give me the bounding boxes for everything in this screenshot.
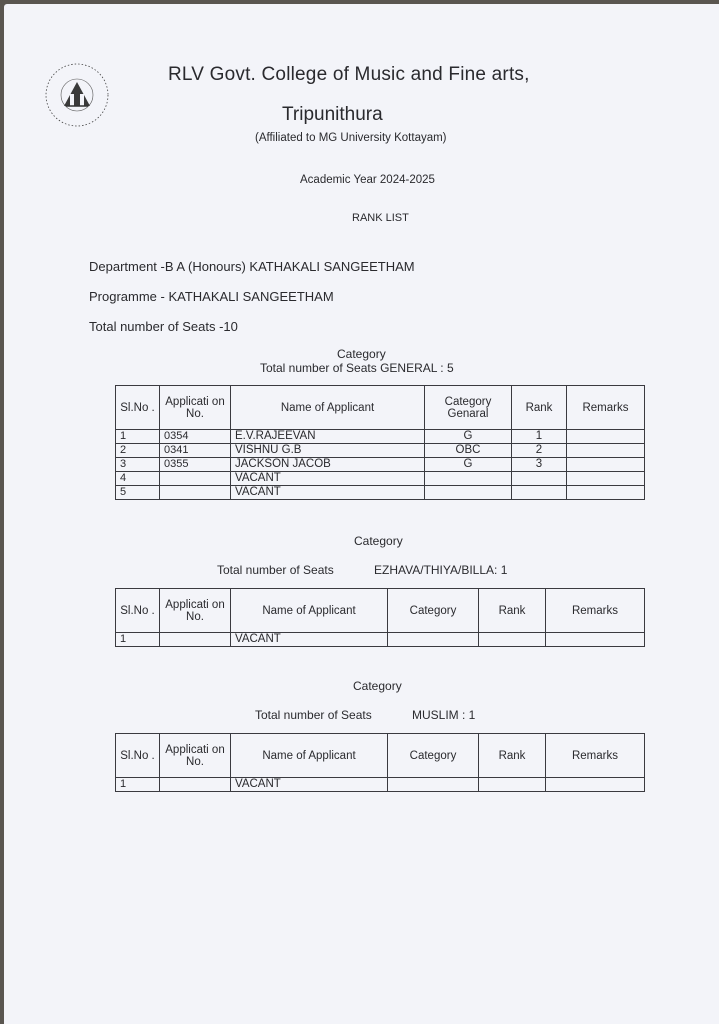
col-remarks: Remarks bbox=[546, 734, 645, 778]
col-application-no: Applicati on No. bbox=[160, 386, 231, 430]
table-row bbox=[116, 633, 645, 647]
col-category: Category bbox=[388, 734, 479, 778]
col-name: Name of Applicant bbox=[231, 589, 388, 633]
section-seats-label: Total number of Seats GENERAL : 5 bbox=[260, 361, 454, 375]
cell-slno: 3 bbox=[116, 458, 160, 472]
cell-category bbox=[388, 778, 479, 792]
cell-name: VISHNU G.B bbox=[231, 444, 425, 458]
table-row bbox=[116, 486, 645, 500]
document-page bbox=[4, 4, 719, 1024]
cell-slno: 2 bbox=[116, 444, 160, 458]
section-seats-label: Total number of Seats bbox=[255, 708, 372, 722]
table-row bbox=[116, 430, 645, 444]
col-name: Name of Applicant bbox=[231, 386, 425, 430]
cell-rank: 2 bbox=[512, 444, 567, 458]
document-title: RANK LIST bbox=[352, 212, 409, 224]
cell-name: VACANT bbox=[231, 486, 425, 500]
cell-app-no: 0341 bbox=[160, 444, 231, 458]
cell-slno: 5 bbox=[116, 486, 160, 500]
col-slno: Sl.No . bbox=[116, 386, 160, 430]
cell-category bbox=[388, 633, 479, 647]
cell-app-no bbox=[160, 472, 231, 486]
cell-rank: 1 bbox=[512, 430, 567, 444]
academic-year: Academic Year 2024-2025 bbox=[300, 174, 435, 186]
cell-remarks bbox=[567, 430, 645, 444]
college-name-line1: RLV Govt. College of Music and Fine arts, bbox=[168, 64, 530, 85]
cell-rank bbox=[479, 778, 546, 792]
cell-app-no bbox=[160, 778, 231, 792]
cell-category bbox=[425, 486, 512, 500]
college-seal-logo bbox=[44, 62, 110, 128]
col-slno: Sl.No . bbox=[116, 734, 160, 778]
cell-category bbox=[425, 472, 512, 486]
col-application-no: Applicati on No. bbox=[160, 734, 231, 778]
section-category-label: Category bbox=[337, 347, 386, 361]
cell-name: E.V.RAJEEVAN bbox=[231, 430, 425, 444]
section-seats-category: MUSLIM : 1 bbox=[412, 708, 476, 722]
col-rank: Rank bbox=[512, 386, 567, 430]
section-category-label: Category bbox=[354, 534, 403, 548]
cell-remarks bbox=[567, 444, 645, 458]
cell-remarks bbox=[546, 633, 645, 647]
programme-line: Programme - KATHAKALI SANGEETHAM bbox=[89, 289, 334, 304]
cell-rank bbox=[512, 472, 567, 486]
table-header-row bbox=[116, 386, 645, 430]
col-rank: Rank bbox=[479, 589, 546, 633]
section-seats-label: Total number of Seats bbox=[217, 563, 334, 577]
cell-app-no bbox=[160, 633, 231, 647]
rank-table-muslim bbox=[115, 733, 645, 792]
col-remarks: Remarks bbox=[567, 386, 645, 430]
cell-name: VACANT bbox=[231, 778, 388, 792]
cell-remarks bbox=[567, 486, 645, 500]
cell-rank bbox=[479, 633, 546, 647]
table-row bbox=[116, 458, 645, 472]
cell-category: G bbox=[425, 458, 512, 472]
cell-rank: 3 bbox=[512, 458, 567, 472]
rank-table-general bbox=[115, 385, 645, 500]
section-seats-category: EZHAVA/THIYA/BILLA: 1 bbox=[374, 563, 508, 577]
cell-name: VACANT bbox=[231, 472, 425, 486]
cell-app-no: 0355 bbox=[160, 458, 231, 472]
cell-rank bbox=[512, 486, 567, 500]
cell-name: JACKSON JACOB bbox=[231, 458, 425, 472]
cell-app-no bbox=[160, 486, 231, 500]
cell-remarks bbox=[567, 472, 645, 486]
cell-remarks bbox=[546, 778, 645, 792]
total-seats-line: Total number of Seats -10 bbox=[89, 319, 238, 334]
cell-remarks bbox=[567, 458, 645, 472]
cell-category: OBC bbox=[425, 444, 512, 458]
cell-category: G bbox=[425, 430, 512, 444]
col-name: Name of Applicant bbox=[231, 734, 388, 778]
cell-slno: 1 bbox=[116, 778, 160, 792]
cell-slno: 1 bbox=[116, 430, 160, 444]
table-header-row bbox=[116, 734, 645, 778]
table-row bbox=[116, 472, 645, 486]
col-remarks: Remarks bbox=[546, 589, 645, 633]
col-rank: Rank bbox=[479, 734, 546, 778]
cell-slno: 4 bbox=[116, 472, 160, 486]
section-category-label: Category bbox=[353, 679, 402, 693]
cell-name: VACANT bbox=[231, 633, 388, 647]
rank-table-ezhava bbox=[115, 588, 645, 647]
table-row bbox=[116, 778, 645, 792]
col-category: Category Genaral bbox=[425, 386, 512, 430]
col-application-no: Applicati on No. bbox=[160, 589, 231, 633]
department-line: Department -B A (Honours) KATHAKALI SANGEETHAM bbox=[89, 259, 415, 274]
table-row bbox=[116, 444, 645, 458]
cell-app-no: 0354 bbox=[160, 430, 231, 444]
cell-slno: 1 bbox=[116, 633, 160, 647]
col-slno: Sl.No . bbox=[116, 589, 160, 633]
table-header-row bbox=[116, 589, 645, 633]
col-category: Category bbox=[388, 589, 479, 633]
affiliation-text: (Affiliated to MG University Kottayam) bbox=[255, 132, 447, 144]
college-name-line2: Tripunithura bbox=[282, 104, 383, 125]
